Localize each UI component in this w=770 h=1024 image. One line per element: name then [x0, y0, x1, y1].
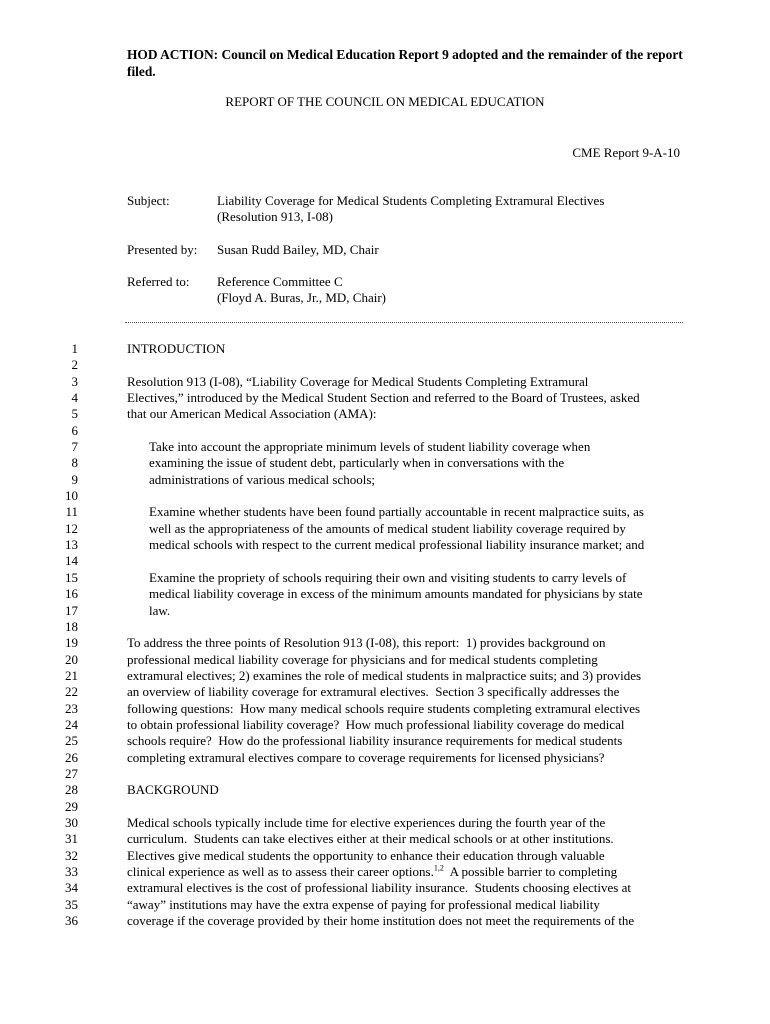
- line-number: 13: [65, 537, 78, 553]
- numbered-line: [0, 341, 770, 357]
- numbered-line: [0, 390, 770, 406]
- numbered-line: [0, 406, 770, 422]
- line-text-main: extramural electives; 2) examines the role of medical students in malpractice suits; and 3) provides: [127, 667, 642, 683]
- line-text: [149, 603, 170, 619]
- line-text: [149, 570, 626, 586]
- numbered-line: [0, 455, 770, 471]
- line-number: 11: [65, 504, 78, 520]
- subject-label: Subject:: [127, 193, 170, 208]
- line-text-main: to obtain professional liability coverage? How much professional liability coverage do medical: [127, 716, 625, 732]
- numbered-line: [0, 782, 770, 798]
- line-text: [127, 684, 619, 700]
- line-text-main: an overview of liability coverage for extramural electives. Section 3 specifically addresses the: [127, 684, 620, 700]
- line-text-main: law.: [149, 602, 171, 618]
- line-number: 10: [65, 488, 78, 504]
- line-text-main: examining the issue of student debt, particularly when in conversations with the: [149, 455, 565, 471]
- numbered-line: [0, 652, 770, 668]
- numbered-line: [0, 766, 770, 782]
- line-text: [127, 374, 588, 390]
- report-number: CME Report 9-A-10: [572, 145, 680, 160]
- numbered-line: [0, 439, 770, 455]
- line-text: [127, 864, 617, 880]
- line-text-main: schools require? How do the professional liability insurance requirements for medical students: [127, 733, 623, 749]
- numbered-line: [0, 635, 770, 651]
- referred-line-1: Reference Committee C: [217, 274, 343, 289]
- line-number: 32: [65, 847, 78, 863]
- line-text: [127, 390, 640, 406]
- line-text-main: Electives,” introduced by the Medical Student Section and referred to the Board of Trustees, asked: [127, 390, 640, 406]
- numbered-line: [0, 897, 770, 913]
- line-text-main: medical liability coverage in excess of the minimum amounts mandated for physicians by state: [149, 586, 643, 602]
- line-number: 36: [65, 913, 78, 929]
- line-text-main: “away” institutions may have the extra expense of paying for professional medical liability: [127, 896, 600, 912]
- line-text: [127, 701, 640, 717]
- presented-value: Susan Rudd Bailey, MD, Chair: [217, 242, 379, 257]
- numbered-line: [0, 553, 770, 569]
- line-text-main: well as the appropriateness of the amounts of medical student liability coverage required by: [149, 520, 626, 536]
- line-text: [127, 733, 622, 749]
- line-text-main: Examine whether students have been found partially accountable in recent malpractice suits, as: [149, 504, 644, 520]
- line-number: 7: [71, 439, 78, 455]
- numbered-line: [0, 668, 770, 684]
- line-text: [127, 750, 605, 766]
- line-number: 5: [71, 406, 78, 422]
- line-text-main: coverage if the coverage provided by their home institution does not meet the requirements of the: [127, 913, 635, 929]
- line-number: 24: [65, 716, 78, 732]
- numbered-line: [0, 374, 770, 390]
- line-text-main: Take into account the appropriate minimum levels of student liability coverage when: [149, 439, 591, 455]
- line-text: [127, 668, 641, 684]
- line-text-main: extramural electives is the cost of professional liability insurance. Students choosing electives at: [127, 880, 631, 896]
- numbered-line: [0, 603, 770, 619]
- line-text: [149, 586, 643, 602]
- line-number: 12: [65, 520, 78, 536]
- line-text: [127, 831, 614, 847]
- numbered-body-text: [0, 341, 770, 929]
- subject-line-2: (Resolution 913, I-08): [217, 209, 333, 224]
- line-number: 16: [65, 586, 78, 602]
- line-text: [127, 815, 605, 831]
- line-text-main: administrations of various medical schools;: [149, 471, 376, 487]
- referred-value: [217, 274, 687, 306]
- line-text-continued: A possible barrier to completing: [443, 864, 618, 879]
- line-number: 14: [65, 553, 78, 569]
- numbered-line: [0, 488, 770, 504]
- subject-value: [217, 193, 687, 225]
- numbered-line: [0, 848, 770, 864]
- numbered-line: [0, 864, 770, 880]
- line-text-main: Resolution 913 (I-08), “Liability Coverage for Medical Students Completing Extramural: [127, 373, 589, 389]
- line-number: 31: [65, 831, 78, 847]
- citation-superscript: 1,2: [433, 863, 444, 873]
- line-text: [149, 439, 590, 455]
- numbered-line: [0, 913, 770, 929]
- line-number: 9: [71, 471, 78, 487]
- line-text: [149, 537, 644, 553]
- numbered-line: [0, 750, 770, 766]
- line-number: 30: [65, 814, 78, 830]
- subject-line-1: Liability Coverage for Medical Students Completing Extramural Electives: [217, 193, 605, 208]
- line-text: [127, 717, 624, 733]
- numbered-line: [0, 701, 770, 717]
- line-text: [127, 897, 600, 913]
- numbered-line: [0, 684, 770, 700]
- line-text: [149, 521, 626, 537]
- line-text: [127, 635, 606, 651]
- line-text-main: Electives give medical students the opportunity to enhance their education through valuable: [127, 847, 605, 863]
- numbered-line: [0, 586, 770, 602]
- referred-label: Referred to:: [127, 274, 190, 289]
- line-text: [127, 880, 631, 896]
- line-number: 28: [65, 782, 78, 798]
- line-text: [149, 455, 564, 471]
- line-number: 22: [65, 684, 78, 700]
- numbered-line: [0, 717, 770, 733]
- line-number: 23: [65, 700, 78, 716]
- line-number: 2: [71, 357, 78, 373]
- line-text: [127, 652, 598, 668]
- line-number: 4: [71, 390, 78, 406]
- numbered-line: [0, 831, 770, 847]
- line-text: [127, 913, 634, 929]
- line-text: [127, 406, 376, 422]
- line-number: 6: [71, 422, 78, 438]
- line-text-main: professional medical liability coverage for physicians and for medical students completing: [127, 651, 598, 667]
- line-text-main: To address the three points of Resolution 913 (I-08), this report: 1) provides background on: [127, 635, 606, 651]
- line-number: 25: [65, 733, 78, 749]
- line-text-main: completing extramural electives compare to coverage requirements for licensed physicians?: [127, 749, 605, 765]
- numbered-line: [0, 619, 770, 635]
- line-number: 19: [65, 635, 78, 651]
- line-number: 34: [65, 880, 78, 896]
- line-number: 20: [65, 651, 78, 667]
- numbered-line: [0, 799, 770, 815]
- line-text-main: following questions: How many medical schools require students completing extramural electives: [127, 700, 641, 716]
- dotted-divider: [125, 322, 683, 323]
- line-text: [127, 782, 219, 798]
- numbered-line: [0, 570, 770, 586]
- line-text-main: Medical schools typically include time for elective experiences during the fourth year of the: [127, 814, 606, 830]
- numbered-line: [0, 472, 770, 488]
- numbered-line: [0, 357, 770, 373]
- numbered-line: [0, 521, 770, 537]
- line-number: 1: [71, 341, 78, 356]
- line-number: 26: [65, 749, 78, 765]
- line-text-main: curriculum. Students can take electives either at their medical schools or at other institutions.: [127, 831, 614, 847]
- numbered-line: [0, 423, 770, 439]
- line-number: 15: [65, 569, 78, 585]
- line-number: 18: [65, 618, 78, 634]
- line-number: 8: [71, 455, 78, 471]
- line-text-main: BACKGROUND: [127, 782, 219, 798]
- line-number: 27: [65, 765, 78, 781]
- line-number: 3: [71, 373, 78, 389]
- presented-label: Presented by:: [127, 242, 198, 257]
- line-text: [149, 472, 375, 488]
- referred-line-2: (Floyd A. Buras, Jr., MD, Chair): [217, 290, 386, 305]
- report-title: REPORT OF THE COUNCIL ON MEDICAL EDUCATION: [225, 94, 545, 109]
- line-text-main: Examine the propriety of schools requiring their own and visiting students to carry levels of: [149, 569, 627, 585]
- numbered-line: [0, 880, 770, 896]
- numbered-line: [0, 733, 770, 749]
- line-text-main: that our American Medical Association (AMA):: [127, 406, 377, 422]
- line-text-main: clinical experience as well as to assess their career options.: [127, 864, 434, 879]
- numbered-line: [0, 815, 770, 831]
- numbered-line: [0, 537, 770, 553]
- line-text: [127, 848, 605, 864]
- line-number: 35: [65, 896, 78, 912]
- line-text-main: medical schools with respect to the current medical professional liability insurance market; and: [149, 537, 645, 553]
- line-number: 33: [65, 864, 78, 879]
- line-text: [127, 341, 225, 357]
- hod-action-heading: HOD ACTION: Council on Medical Education Report 9 adopted and the remainder of the report filed.: [127, 47, 683, 79]
- line-number: 21: [65, 667, 78, 683]
- line-number: 29: [65, 798, 78, 814]
- line-number: 17: [65, 602, 78, 618]
- numbered-line: [0, 504, 770, 520]
- line-text-main: INTRODUCTION: [127, 341, 226, 356]
- line-text: [149, 504, 644, 520]
